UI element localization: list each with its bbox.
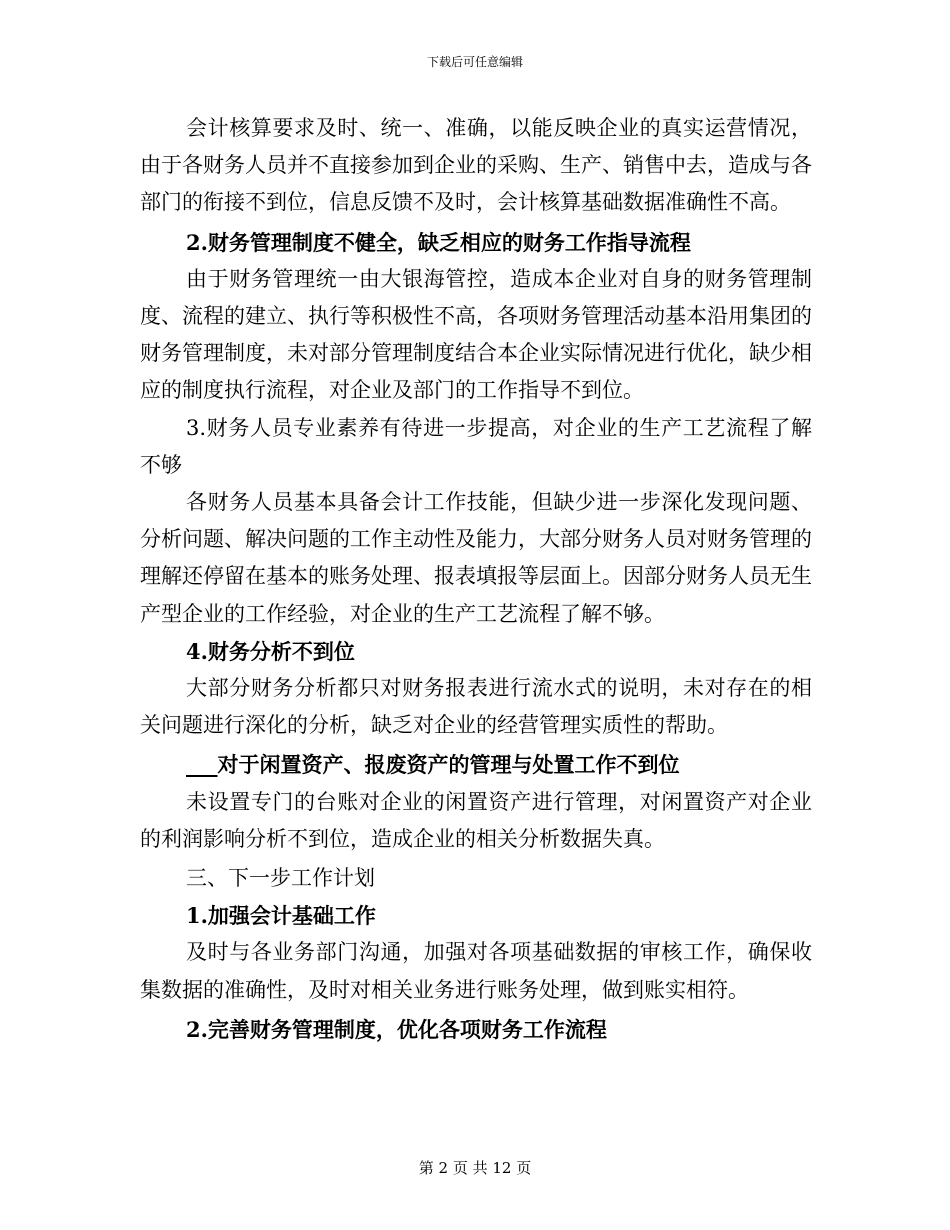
page-header: 下载后可任意编辑 [426,55,523,69]
document-body [140,110,812,1048]
paragraph-accounting-accuracy: 会计核算要求及时、统一、准确，以能反映企业的真实运营情况，由于各财务人员并不直接参加到企业的采购、生产、销售中去，造成与各部门的衔接不到位，信息反馈不及时，会计核算基础数据准确性不高。 [140,116,812,215]
paragraph-accounting-basics: 及时与各业务部门沟通，加强对各项基础数据的审核工作，确保收集数据的准确性，及时对相关业务进行账务处理，做到账实相符。 [140,940,812,1002]
paragraph-management-system: 由于财务管理统一由大银海管控，造成本企业对自身的财务管理制度、流程的建立、执行等积极性不高，各项财务管理活动基本沿用集团的财务管理制度，未对部分管理制度结合本企业实际情况进行优化，缺少相应的制度执行流程，对企业及部门的工作指导不到位。 [140,266,812,403]
heading-financial-analysis: 4.财务分析不到位 [186,638,355,664]
heading-improve-system: 2.完善财务管理制度，优化各项财务工作流程 [186,1016,607,1042]
heading-next-plan: 三、下一步工作计划 [186,866,375,891]
paragraph-financial-analysis: 大部分财务分析都只对财务报表进行流水式的说明，未对存在的相关问题进行深化的分析，缺乏对企业的经营管理实质性的帮助。 [140,676,812,738]
heading-idle-assets: ___对于闲置资产、报废资产的管理与处置工作不到位 [186,752,680,778]
paragraph-idle-assets: 未设置专门的台账对企业的闲置资产进行管理，对闲置资产对企业的利润影响分析不到位，造成企业的相关分析数据失真。 [140,789,812,851]
page-footer: 第 2 页 共 12 页 [418,1159,532,1177]
heading-management-system: 2.财务管理制度不健全，缺乏相应的财务工作指导流程 [186,229,691,255]
heading-staff-quality: 3.财务人员专业素养有待进一步提高，对企业的生产工艺流程了解不够 [140,415,812,477]
heading-accounting-basics: 1.加强会计基础工作 [186,903,376,929]
paragraph-staff-quality: 各财务人员基本具备会计工作技能，但缺少进一步深化发现问题、分析问题、解决问题的工作主动性及能力，大部分财务人员对财务管理的理解还停留在基本的账务处理、报表填报等层面上。因部分财务人员无生产型企业的工作经验，对企业的生产工艺流程了解不够。 [140,490,812,626]
